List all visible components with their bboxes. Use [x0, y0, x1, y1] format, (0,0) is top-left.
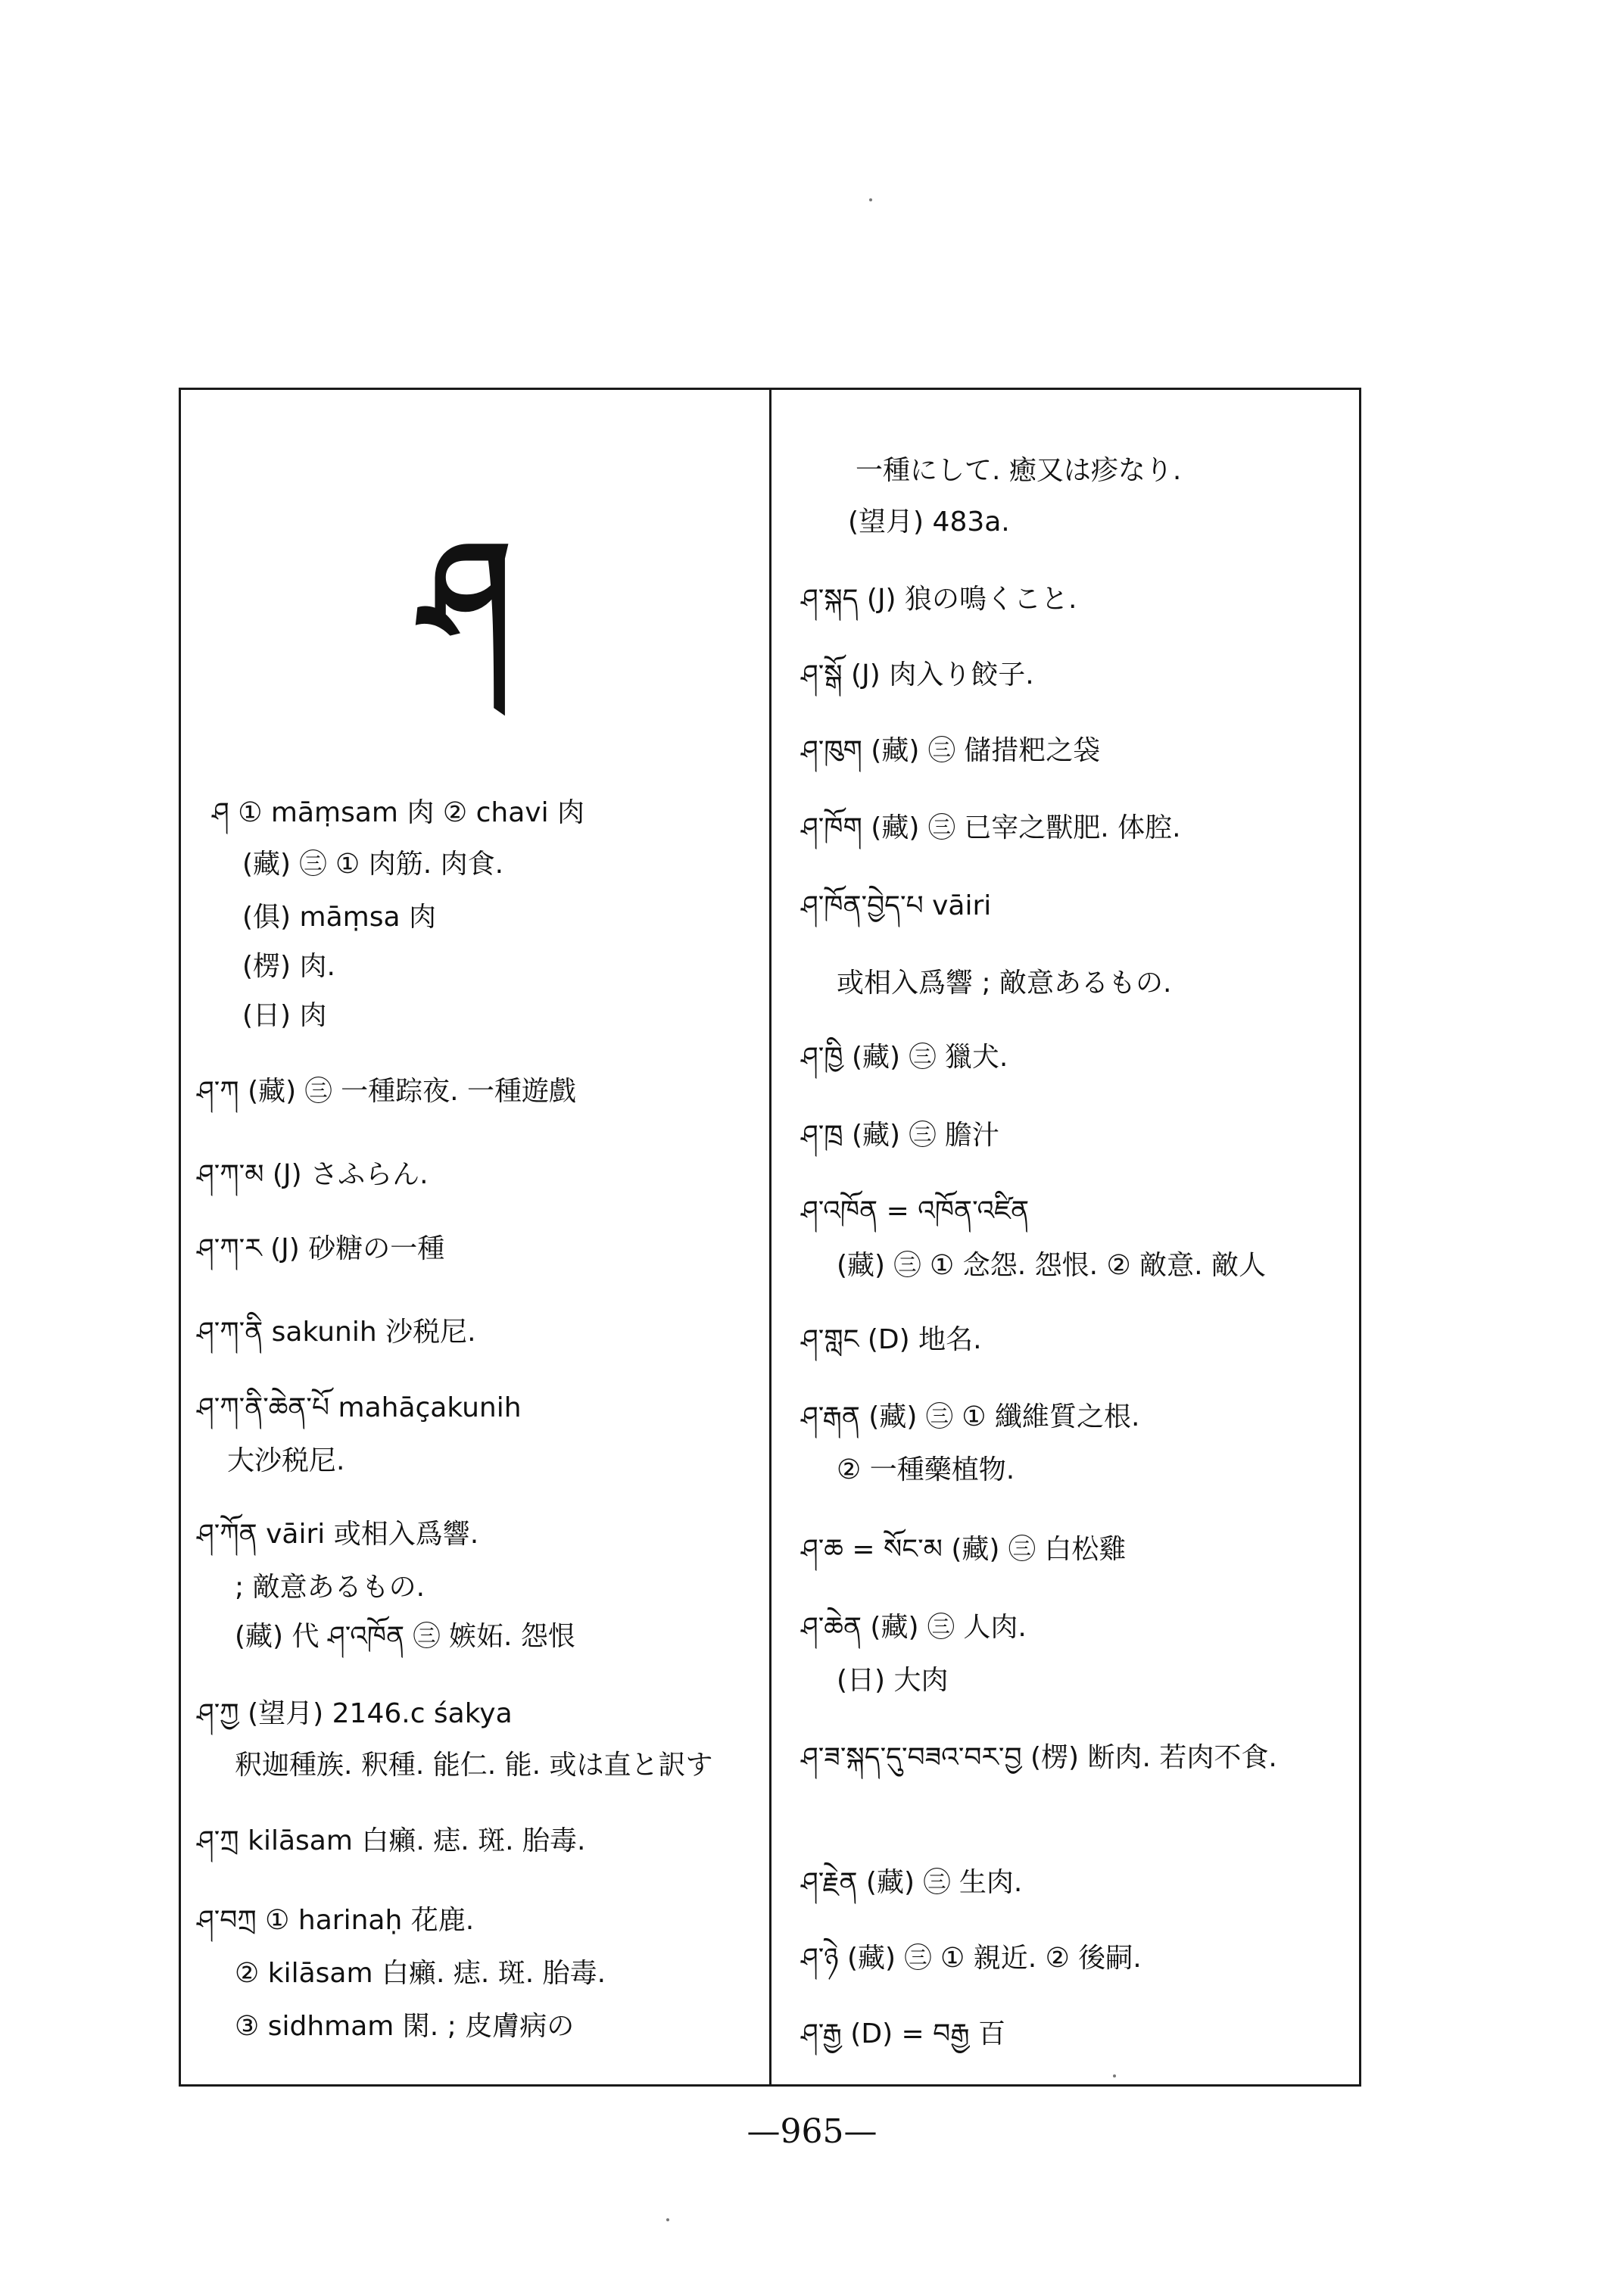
- entry-line: 釈迦種族. 釈種. 能仁. 能. 或は直と訳す: [235, 1750, 713, 1781]
- entry-line: ཤ ① māṃsam 肉 ② chavi 肉: [212, 797, 585, 828]
- entry-line: ཤ་ཁོག (藏) ㊂ 已宰之獸肥. 体腔.: [801, 812, 1181, 843]
- entry-line: ཤ་ཁོན་བྱེད་པ vāiri: [801, 890, 992, 921]
- entry-line: ཤ་ཀྱ (望月) 2146.c śakya: [197, 1698, 513, 1729]
- entry-line: 大沙税尼.: [227, 1445, 345, 1476]
- entry-line: ཤ་ཆེན (藏) ㊂ 人肉.: [801, 1612, 1027, 1643]
- scan-speck: [666, 2218, 669, 2221]
- entry-line: (藏) ㊂ ① 肉筋. 肉食.: [242, 849, 504, 880]
- entry-line: ཤ་རྒན (藏) ㊂ ① 纖維質之根.: [801, 1401, 1140, 1432]
- entry-line: (望月) 483a.: [848, 506, 1010, 538]
- entry-line: (日) 大肉: [837, 1665, 949, 1696]
- entry-line: (俱) māṃsa 肉: [242, 902, 436, 933]
- entry-line: ཤ་སྒོ (J) 肉入り餃子.: [801, 659, 1034, 690]
- scan-speck: [869, 198, 872, 201]
- entry-line: (日) 肉: [242, 1000, 327, 1031]
- entry-line: ཤ་ཁྱི (藏) ㊂ 獵犬.: [801, 1042, 1008, 1073]
- entry-line: ཤ་ཀ་མ (J) さふらん.: [197, 1159, 429, 1190]
- entry-line: ཤ་གླང (D) 地名.: [801, 1324, 982, 1355]
- entry-line: 一種にして. 癒又は疹なり.: [856, 455, 1182, 486]
- entry-line: ཤ་རྒྱ (D) = བརྒྱ 百: [801, 2018, 1006, 2049]
- entry-line: ཤ་ཁུག (藏) ㊂ 儲措粑之袋: [801, 735, 1101, 766]
- entry-line: ཤ་ཟ་སྐད་དུ་བཟའ་བར་བྱ (楞) 断肉. 若肉不食.: [801, 1742, 1277, 1773]
- entry-line: (楞) 肉.: [242, 951, 335, 982]
- entry-line: ② kilāsam 白癩. 痣. 斑. 胎毒.: [235, 1958, 606, 1989]
- column-divider: [769, 390, 771, 2084]
- entry-line: ཤ་ཀོན vāiri 或相入爲響.: [197, 1519, 479, 1550]
- entry-line: ཤ་ཀྲ kilāsam 白癩. 痣. 斑. 胎毒.: [197, 1825, 586, 1856]
- entry-line: (藏) ㊂ ① 念怨. 怨恨. ② 敵意. 敵人: [837, 1250, 1267, 1281]
- head-letter: ཤ: [421, 510, 513, 678]
- entry-line: ཤ་རྗེན (藏) ㊂ 生肉.: [801, 1867, 1023, 1898]
- entry-line: ཤ་ཉེ (藏) ㊂ ① 親近. ② 後嗣.: [801, 1943, 1142, 1974]
- entry-line: ཤ་ཀ་ར (J) 砂糖の一種: [197, 1233, 445, 1264]
- entry-line: (藏) 代 ཤ་འཁོན ㊂ 嫉妬. 怨恨: [235, 1621, 575, 1652]
- entry-line: ཤ་ཆ = སོང་མ (藏) ㊂ 白松雞: [801, 1534, 1127, 1565]
- entry-line: ; 敵意あるもの.: [235, 1572, 425, 1603]
- entry-line: ཤ་བཀྲ ① harinaḥ 花鹿.: [197, 1905, 475, 1936]
- entry-line: ③ sidhmam 閑. ; 皮膚病の: [235, 2011, 575, 2042]
- entry-line: ཤ་སྐད (J) 狼の鳴くこと.: [801, 584, 1077, 615]
- entry-line: ཤ་འཁོན = འཁོན་འཛིན: [801, 1195, 1030, 1226]
- page-number: —965—: [747, 2112, 877, 2151]
- entry-line: 或相入爲響 ; 敵意あるもの.: [837, 968, 1172, 999]
- entry-line: ཤ་ཁྲ (藏) ㊂ 膽汁: [801, 1120, 999, 1151]
- entry-line: ཤ་ཀ (藏) ㊂ 一種踪夜. 一種遊戲: [197, 1076, 576, 1107]
- entry-line: ② 一種藥植物.: [837, 1454, 1015, 1485]
- entry-line: ཤ་ཀ་ནི sakunih 沙税尼.: [197, 1317, 476, 1348]
- entry-line: ཤ་ཀ་ནི་ཆེན་པོ mahāçakunih: [197, 1392, 522, 1423]
- scan-speck: [1113, 2074, 1116, 2077]
